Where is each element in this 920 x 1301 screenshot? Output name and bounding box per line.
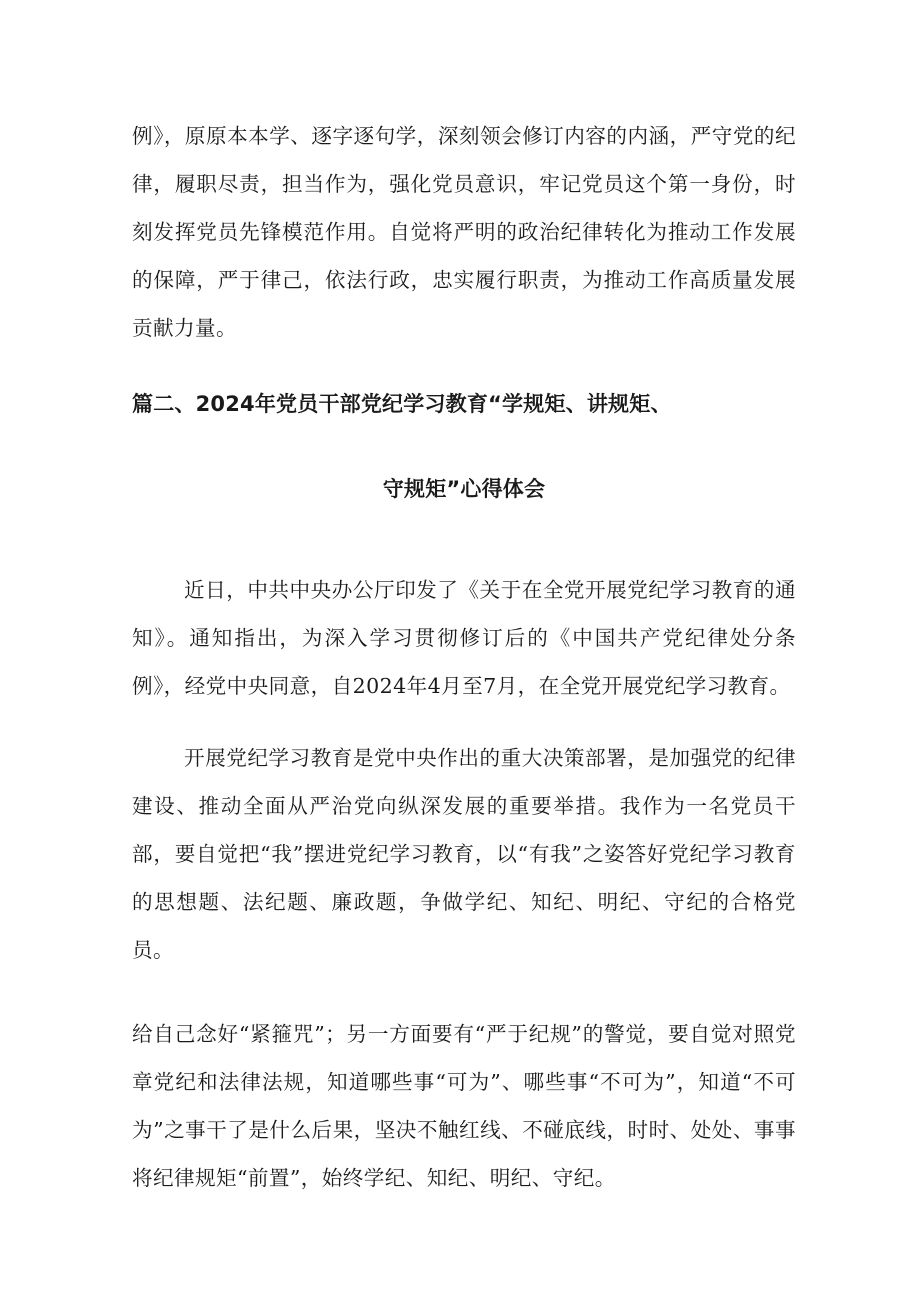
paragraph-notice: 近日，中共中央办公厅印发了《关于在全党开展党纪学习教育的通知》。通知指出，为深入学习贯彻修订后的《中国共产党纪律处分条例》，经党中央同意，自2024年4月至7月，在全党开展党纪学习教育。: [132, 578, 796, 698]
section-heading-line-2: 守规矩”心得体会: [382, 477, 546, 501]
section-heading-line-1: 篇二、2024年党员干部党纪学习教育“学规矩、讲规矩、: [132, 392, 672, 416]
paragraph-education-significance: 开展党纪学习教育是党中央作出的重大决策部署，是加强党的纪律建设、推动全面从严治党向纵深发展的重要举措。我作为一名党员干部，要自觉把“我”摆进党纪学习教育，以“有我”之姿答好党纪学习教育的思想题、法纪题、廉政题，争做学纪、知纪、明纪、守纪的合格党员。: [132, 746, 796, 962]
intro-paragraph: 例》，原原本本学、逐字逐句学，深刻领会修订内容的内涵，严守党的纪律，履职尽责，担当作为，强化党员意识，牢记党员这个第一身份，时刻发挥党员先锋模范作用。自觉将严明的政治纪律转化为推动工作发展的保障，严于律己，依法行政，忠实履行职责，为推动工作高质量发展贡献力量。: [132, 124, 796, 340]
paragraph-discipline-awareness: 给自己念好“紧箍咒”；另一方面要有“严于纪规”的警觉，要自觉对照党章党纪和法律法规，知道哪些事“可为”、哪些事“不可为”，知道“不可为”之事干了是什么后果，坚决不触红线、不碰底线，时时、处处、事事将纪律规矩“前置”，始终学纪、知纪、明纪、守纪。: [132, 1022, 796, 1190]
